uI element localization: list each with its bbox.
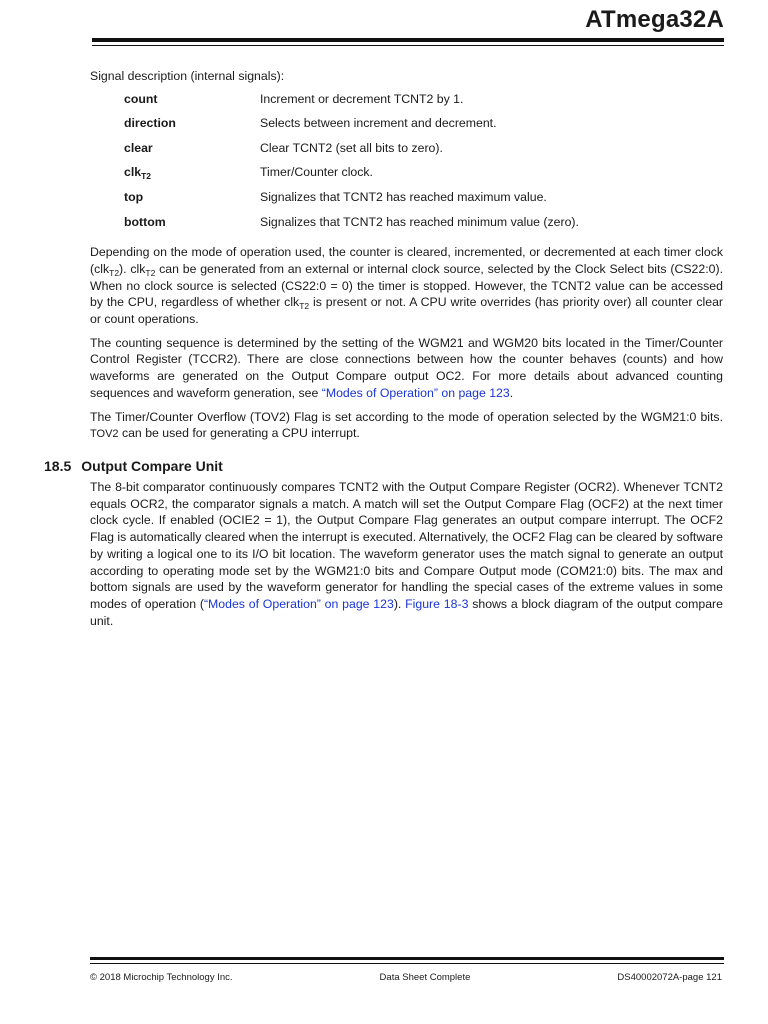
- text-run: .: [509, 385, 514, 400]
- signal-row: [124, 214, 723, 239]
- paragraph-overflow-flag: [90, 409, 723, 443]
- signal-desc: Signalizes that TCNT2 has reached maximum value.: [260, 190, 547, 205]
- paragraph-output-compare: [90, 479, 723, 629]
- page-header-title: ATmega32A: [585, 6, 724, 33]
- text-run: TOV2: [90, 428, 119, 441]
- text-run: The Timer/Counter Overflow (TOV2) Flag is set according to the mode of operation selected by the WGM21:0 bits.: [90, 409, 723, 424]
- text-run: shows a block diagram of the output compare unit.: [90, 596, 723, 628]
- text-run: ). clk: [119, 261, 146, 276]
- modes-of-operation-link[interactable]: “Modes of Operation” on page 123: [203, 596, 394, 611]
- modes-of-operation-link[interactable]: “Modes of Operation” on page 123: [321, 385, 510, 400]
- text-run: Depending on the mode of operation used, the counter is cleared, incremented, or decremented at each timer clock (clk: [90, 245, 723, 276]
- signal-row: [124, 140, 723, 165]
- signal-name-subscript: T2: [141, 171, 152, 182]
- text-run: ).: [393, 596, 406, 611]
- signals-intro: Signal description (internal signals):: [90, 69, 285, 83]
- signal-name: [124, 164, 260, 181]
- signal-name: clear: [124, 140, 153, 155]
- footer-page-number: DS40002072A-page 121: [617, 972, 722, 983]
- subscript: T2: [109, 267, 120, 278]
- paragraph-counting-sequence: [90, 335, 723, 402]
- signal-row: [124, 91, 723, 116]
- signal-desc: Increment or decrement TCNT2 by 1.: [260, 91, 464, 106]
- signal-table: [124, 91, 723, 239]
- text-run: can be used for generating a CPU interrupt.: [118, 426, 360, 441]
- page-footer: [90, 972, 722, 983]
- text-run: can be generated from an external or internal clock source, selected by the Clock Select bits (CS22:0). When no clock source is selected (CS22:0 = 0) the timer is stopped. However, the TCNT2 value can be accessed by the CPU, regardless of whether clk: [90, 261, 723, 310]
- signal-name: top: [124, 190, 144, 205]
- footer-copyright: © 2018 Microchip Technology Inc.: [90, 972, 233, 983]
- footer-rule-thick: [90, 957, 724, 960]
- main-content: [90, 68, 723, 450]
- signal-name: count: [124, 91, 158, 106]
- footer-doc-title: Data Sheet Complete: [379, 972, 471, 983]
- section-number: 18.5: [44, 458, 72, 474]
- signal-desc: Signalizes that TCNT2 has reached minimum value (zero).: [260, 214, 579, 229]
- paragraph-clock-source: [90, 244, 723, 328]
- signal-name: bottom: [124, 214, 166, 229]
- header-rule-thin: [92, 45, 724, 46]
- subscript: T2: [145, 267, 156, 278]
- header-rule-thick: [92, 38, 724, 42]
- section-heading: [44, 458, 223, 474]
- signal-name: direction: [124, 116, 176, 131]
- signal-desc: Selects between increment and decrement.: [260, 116, 497, 131]
- figure-18-3-link[interactable]: Figure 18-3: [405, 596, 469, 611]
- signal-row: [124, 164, 723, 189]
- text-run: is present or not. A CPU write overrides (has priority over) all counter clear or count operations.: [90, 295, 724, 327]
- text-run: The 8-bit comparator continuously compares TCNT2 with the Output Compare Register (OCR2). Whenever TCNT2 equals OCR2, the comparator signals a match. A match will set the Output Compare Flag (OCF2) at the next timer clock cycle. If enabled (OCIE2 = 1), the Output Compare Flag generates an output compare interrupt. The OCF2 Flag is automatically cleared when the interrupt is executed. Alternatively, the OCF2 Flag can be cleared by software by writing a logical one to its I/O bit location. The waveform generator uses the match signal to generate an output according to operating mode set by the WGM21:0 bits and Compare Output mode (COM21:0) bits. The max and bottom signals are used by the waveform generator for handling the special cases of the extreme values in some modes of operation (: [90, 480, 723, 611]
- footer-rule-thin: [90, 963, 724, 964]
- signal-name-base: clk: [124, 165, 142, 180]
- section-title: Output Compare Unit: [81, 458, 223, 474]
- signal-desc: Clear TCNT2 (set all bits to zero).: [260, 140, 443, 155]
- subscript: T2: [299, 301, 310, 312]
- signal-desc: Timer/Counter clock.: [260, 165, 373, 180]
- section-body: [90, 479, 723, 629]
- signal-row: [124, 115, 723, 140]
- signal-row: [124, 189, 723, 214]
- text-run: The counting sequence is determined by the setting of the WGM21 and WGM20 bits located in the Timer/Counter Control Register (TCCR2). There are close connections between how the counter behaves (counts) and how waveforms are generated on the Output Compare output OC2. For more details about advanced counting sequences and waveform generation, see: [90, 335, 723, 400]
